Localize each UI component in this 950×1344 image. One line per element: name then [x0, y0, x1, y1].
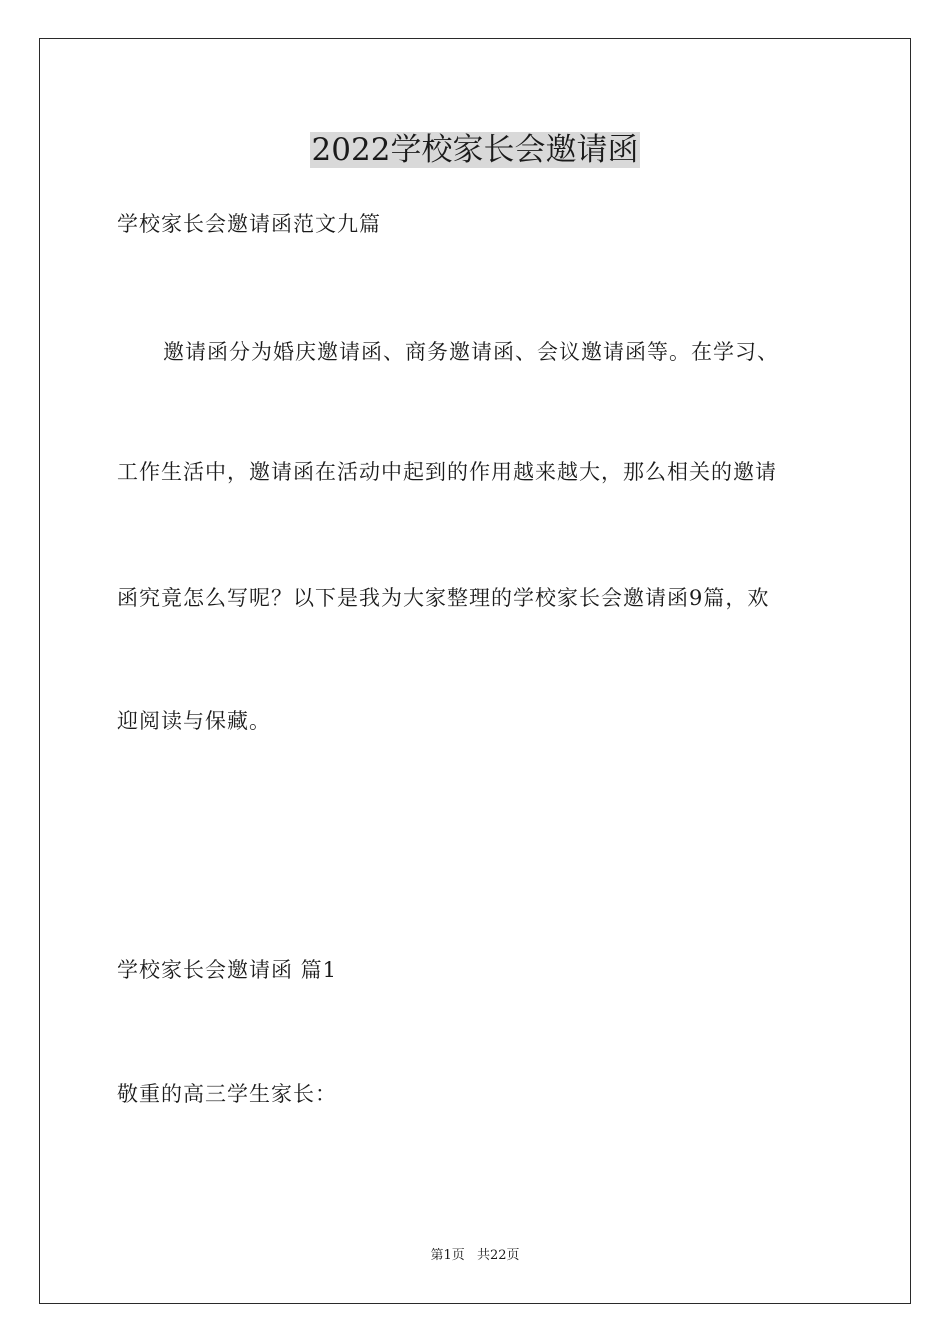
document-title-text: 2022学校家长会邀请函 — [311, 132, 639, 168]
intro-line-2: 工作生活中，邀请函在活动中起到的作用越来越大，那么相关的邀请 — [117, 460, 777, 484]
intro-line-1: 邀请函分为婚庆邀请函、商务邀请函、会议邀请函等。在学习、 — [163, 340, 779, 364]
section-heading: 学校家长会邀请函 篇1 — [117, 958, 338, 982]
document-title — [0, 128, 950, 172]
page-number-current: 第1页 — [430, 1248, 465, 1263]
document-subtitle: 学校家长会邀请函范文九篇 — [117, 212, 381, 236]
intro-line-3: 函究竟怎么写呢？以下是我为大家整理的学校家长会邀请函9篇，欢 — [117, 586, 770, 610]
intro-line-4: 迎阅读与保藏。 — [117, 709, 271, 733]
salutation: 敬重的高三学生家长： — [117, 1082, 337, 1106]
page-footer — [0, 1247, 950, 1265]
page-number-total: 共22页 — [476, 1248, 520, 1263]
